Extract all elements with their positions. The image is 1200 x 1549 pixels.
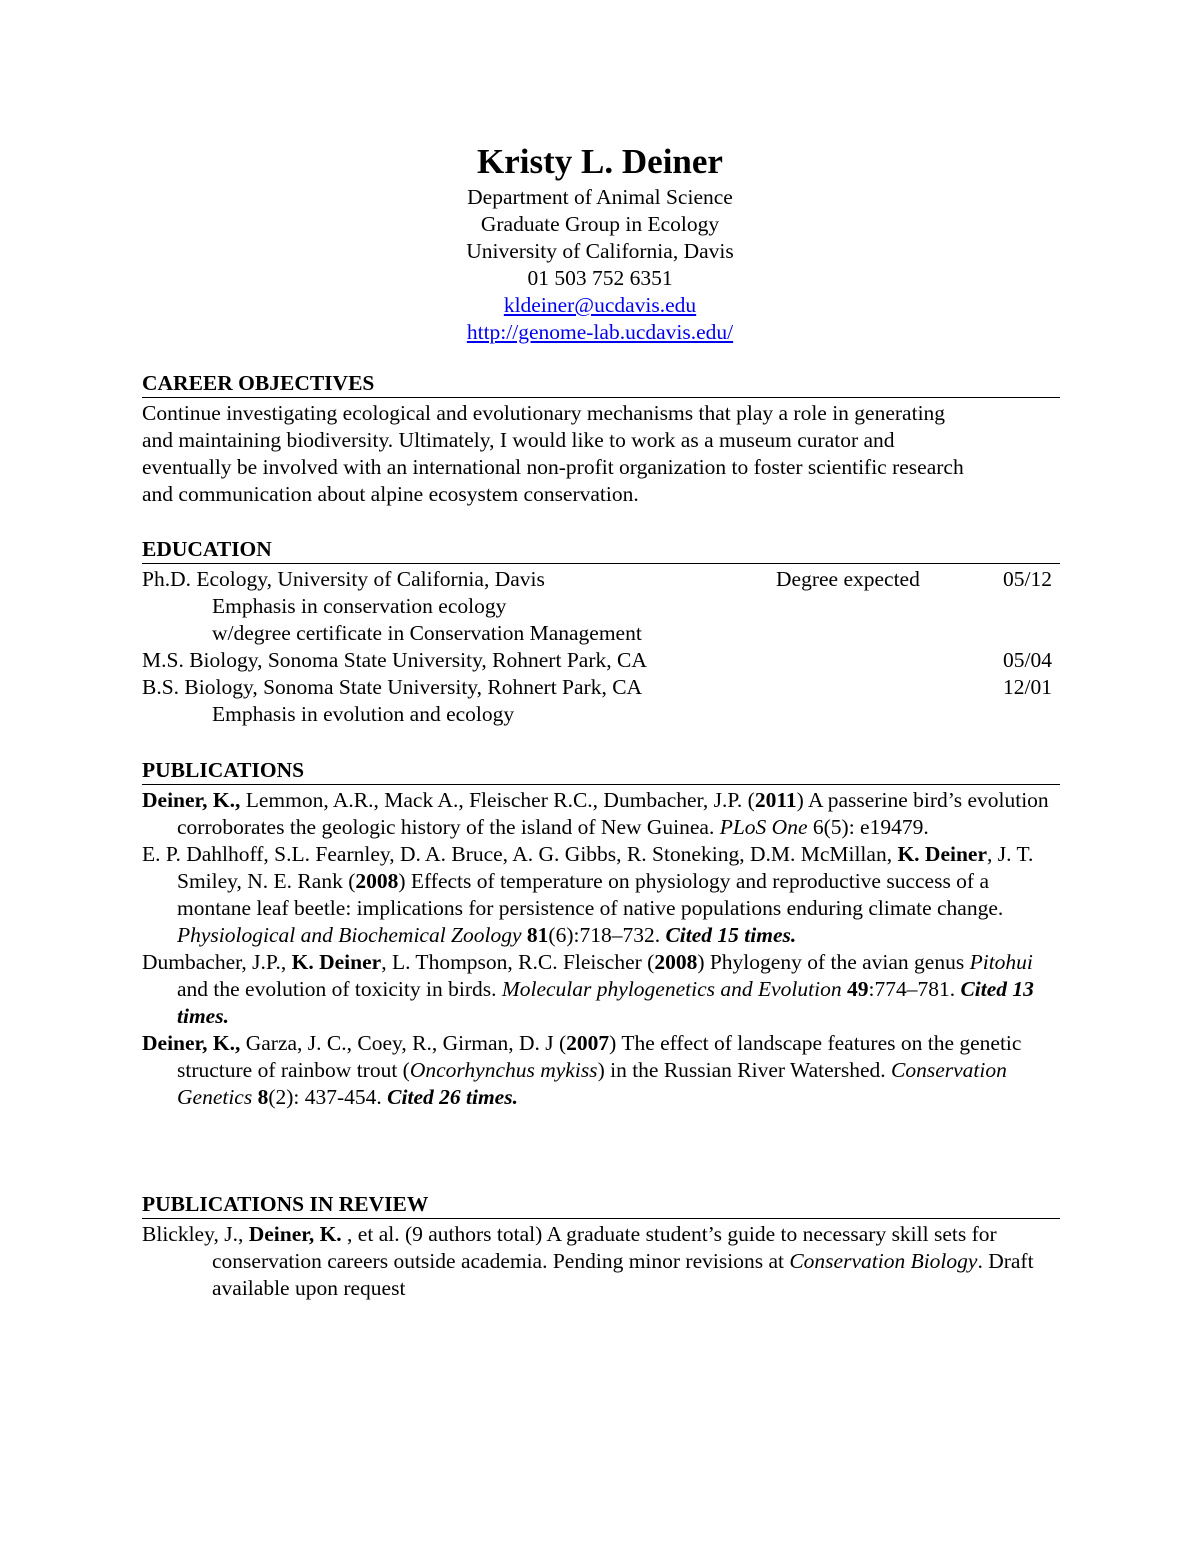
education-heading: EDUCATION	[142, 536, 1060, 564]
career-line: and maintaining biodiversity. Ultimately, I would like to work as a museum curator and	[142, 428, 895, 452]
graduate-group-line: Graduate Group in Ecology	[480, 212, 720, 236]
publication-entry	[142, 787, 1060, 841]
citation-count: Cited 26 times.	[387, 1085, 518, 1109]
career-line: eventually be involved with an international non-profit organization to foster scientific research	[142, 455, 964, 479]
education-entry-ms	[142, 647, 1060, 674]
degree-text: B.S. Biology, Sonoma State University, Rohnert Park, CA	[142, 675, 643, 699]
coauthors: Garza, J. C., Coey, R., Girman, D. J (	[240, 1031, 567, 1055]
pub-citation: (6):718–732.	[548, 923, 666, 947]
pub-title: ) A passerine bird’s evolution corroborates the geologic history of the island of New Guinea.	[177, 788, 1049, 839]
coauthors: Blickley, J.,	[142, 1222, 249, 1246]
citation-count: Cited 15 times.	[665, 923, 797, 947]
education-section	[142, 536, 1060, 728]
journal-name: Molecular phylogenetics and Evolution	[501, 977, 842, 1001]
department-line: Department of Animal Science	[467, 185, 733, 209]
publications-in-review-heading: PUBLICATIONS IN REVIEW	[142, 1191, 1060, 1219]
journal-volume: 49	[846, 977, 869, 1001]
journal-name: Physiological and Biochemical Zoology	[177, 923, 522, 947]
education-entry-bs	[142, 674, 1060, 701]
self-author: Deiner, K.,	[142, 788, 241, 812]
self-author: Deiner, K.,	[142, 1031, 241, 1055]
degree-emphasis: Emphasis in evolution and ecology	[212, 702, 515, 726]
pub-title: ) Effects of temperature on physiology and reproductive success of a montane leaf beetle: implications for persistence of native populations enduring climate change.	[177, 869, 1004, 920]
self-author: K. Deiner	[291, 950, 382, 974]
pub-citation: 6(5): e19479.	[807, 815, 929, 839]
coauthors: , J. T. Smiley, N. E. Rank (	[177, 842, 1034, 893]
publications-in-review-section	[142, 1191, 1060, 1302]
career-objectives-heading: CAREER OBJECTIVES	[142, 370, 1060, 398]
pub-status: . Draft available upon request	[212, 1249, 1034, 1300]
pub-title: ) Phylogeny of the avian genus	[697, 950, 970, 974]
degree-date: 05/04	[1003, 648, 1052, 672]
pub-title: ) in the Russian River Watershed.	[597, 1058, 892, 1082]
email-link[interactable]: kldeiner@ucdavis.edu	[503, 293, 697, 317]
journal-volume: 8	[257, 1085, 269, 1109]
self-author: Deiner, K.	[248, 1222, 342, 1246]
cv-header	[0, 142, 1200, 346]
pub-year: 2008	[355, 869, 399, 893]
citation-count: Cited 13 times.	[177, 977, 1034, 1028]
phone-line: 01 503 752 6351	[527, 266, 673, 290]
career-line: and communication about alpine ecosystem conservation.	[142, 482, 639, 506]
journal-name: PLoS One	[719, 815, 808, 839]
pub-title: ) The effect of landscape features on the genetic structure of rainbow trout (	[177, 1031, 1022, 1082]
publication-entry	[142, 949, 1060, 1030]
pub-year: 2008	[654, 950, 698, 974]
career-line: Continue investigating ecological and evolutionary mechanisms that play a role in generating	[142, 401, 946, 425]
journal-name: Conservation Genetics	[177, 1058, 1007, 1109]
person-name: Kristy L. Deiner	[477, 142, 723, 181]
degree-certificate: w/degree certificate in Conservation Management	[212, 621, 642, 645]
pub-title: and the evolution of toxicity in birds.	[177, 977, 502, 1001]
publication-entry	[142, 841, 1060, 949]
pub-citation: (2): 437-454.	[268, 1085, 388, 1109]
journal-name: Conservation Biology	[789, 1249, 978, 1273]
degree-emphasis: Emphasis in conservation ecology	[212, 594, 507, 618]
species-name: Oncorhynchus mykiss	[409, 1058, 598, 1082]
publication-entry	[142, 1030, 1060, 1111]
coauthors: Dumbacher, J.P.,	[142, 950, 292, 974]
degree-date: 05/12	[1003, 567, 1052, 591]
publication-entry	[142, 1221, 1060, 1302]
publications-heading: PUBLICATIONS	[142, 757, 1060, 785]
degree-text: Ph.D. Ecology, University of California, Davis	[142, 567, 545, 591]
education-entry-phd	[142, 566, 1060, 593]
university-line: University of California, Davis	[466, 239, 734, 263]
career-objectives-section	[142, 370, 1060, 508]
degree-date: 12/01	[1003, 675, 1052, 699]
pub-citation: :774–781.	[868, 977, 961, 1001]
website-link[interactable]: http://genome-lab.ucdavis.edu/	[466, 320, 734, 344]
pub-title: , et al. (9 authors total) A graduate student’s guide to necessary skill sets for conservation careers outside academia. Pending minor revisions at	[212, 1222, 997, 1273]
degree-note: Degree expected	[776, 567, 920, 591]
coauthors: , L. Thompson, R.C. Fleischer (	[381, 950, 655, 974]
coauthors: E. P. Dahlhoff, S.L. Fearnley, D. A. Bruce, A. G. Gibbs, R. Stoneking, D.M. McMillan,	[142, 842, 898, 866]
pub-year: 2011	[754, 788, 797, 812]
publications-section	[142, 757, 1060, 1111]
self-author: K. Deiner	[897, 842, 988, 866]
genus-name: Pitohui	[969, 950, 1033, 974]
journal-volume: 81	[526, 923, 549, 947]
degree-text: M.S. Biology, Sonoma State University, Rohnert Park, CA	[142, 648, 647, 672]
pub-year: 2007	[566, 1031, 610, 1055]
coauthors: Lemmon, A.R., Mack A., Fleischer R.C., Dumbacher, J.P. (	[240, 788, 755, 812]
